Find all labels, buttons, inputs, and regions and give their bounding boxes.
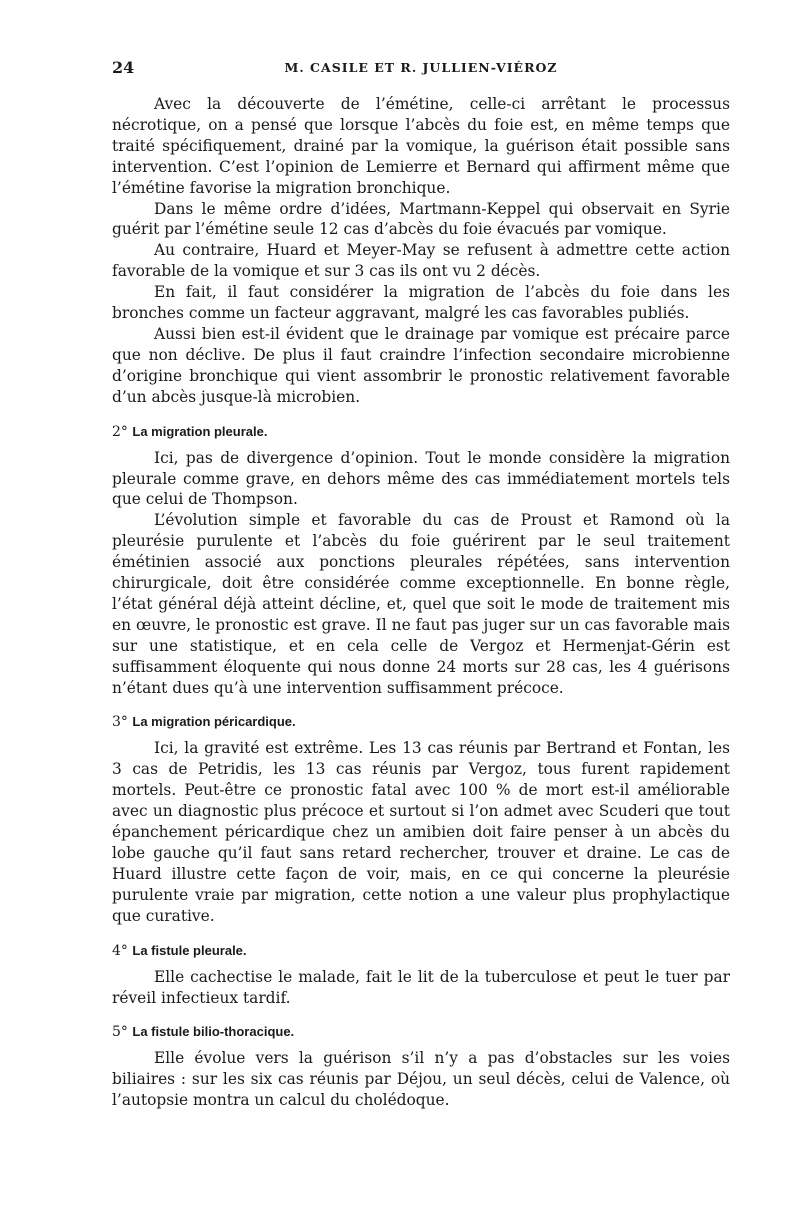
section-number: 2°	[112, 423, 128, 440]
paragraph: Ici, la gravité est extrême. Les 13 cas réunis par Bertrand et Fontan, les 3 cas de Petridis, les 13 cas réunis par Vergoz, tous furent rapidement mortels. Peut-être ce pronostic fatal avec 100 % de mort est-il améliorable avec un diagnostic plus précoce et surtout si l’on admet avec Scuderi que tout épanchement péricardique chez un amibien doit faire penser à un abcès du lobe gauche qu’il faut sans retard rechercher, trouver et draine. Le cas de Huard illustre cette façon de voir, mais, en ce qui concerne la pleurésie purulente vraie par migration, cette notion a une valeur plus prophylactique que curative.	[112, 739, 730, 925]
paragraph: Ici, pas de divergence d’opinion. Tout le monde considère la migration pleurale comme grave, en dehors même des cas immédiatement mortels tels que celui de Thompson.	[112, 448, 730, 509]
section-pleural-fistula	[112, 941, 730, 1009]
running-head: M. CASILE ET R. JULLIEN-VIÉROZ	[284, 60, 558, 75]
section-title: La migration péricardique.	[132, 714, 296, 730]
page-header	[112, 58, 730, 80]
paragraph: Au contraire, Huard et Meyer-May se refusent à admettre cette action favorable de la vomique et sur 3 cas ils ont vu 2 décès.	[112, 241, 730, 281]
section-title: La migration pleurale.	[132, 423, 268, 439]
section-title: La fistule bilio-thoracique.	[132, 1024, 295, 1040]
section-title: La fistule pleurale.	[132, 942, 247, 958]
section-pericardial-migration	[112, 712, 730, 926]
paragraph: Aussi bien est-il évident que le drainage par vomique est précaire parce que non déclive. De plus il faut craindre l’infection secondaire microbienne d’origine bronchique qui vient assombrir le pronostic relativement favorable d’un abcès jusque-là microbien.	[112, 324, 730, 406]
paragraph: L’évolution simple et favorable du cas de Proust et Ramond où la pleurésie purulente et l’abcès du foie guérirent par le seul traitement émétinien associé aux ponctions pleurales répétées, sans intervention chirurgicale, doit être considérée comme exceptionnelle. En bonne règle, l’état général déjà atteint décline, et, quel que soit le mode de traitement mis en œuvre, le pronostic est grave. Il ne faut pas juger sur un cas favorable mais sur une statistique, et en cela celle de Vergoz et Hermenjat-Gérin est suffisamment éloquente qui nous donne 24 morts sur 28 cas, les 4 guérisons n’étant dues qu’à une intervention suffisamment précoce.	[112, 511, 730, 697]
section-number: 4°	[112, 942, 128, 959]
section-bilio-thoracic-fistula	[112, 1022, 730, 1111]
paragraph: Elle évolue vers la guérison s’il n’y a pas d’obstacles sur les voies biliaires : sur les six cas réunis par Déjou, un seul décès, celui de Valence, où l’autopsie montra un calcul du cholédoque.	[112, 1049, 730, 1110]
page-number: 24	[112, 58, 135, 77]
section-pleural-migration	[112, 422, 730, 699]
section-heading	[112, 1022, 730, 1042]
paragraph: En fait, il faut considérer la migration de l’abcès du foie dans les bronches comme un facteur aggravant, malgré les cas favorables publiés.	[112, 283, 730, 323]
section-heading	[112, 941, 730, 961]
paragraph: Elle cachectise le malade, fait le lit de la tuberculose et peut le tuer par réveil infectieux tardif.	[112, 967, 730, 1007]
paragraph: Dans le même ordre d’idées, Martmann-Keppel qui observait en Syrie guérit par l’émétine seule 12 cas d’abcès du foie évacués par vomique.	[112, 199, 730, 239]
section-heading	[112, 712, 730, 732]
section-number: 3°	[112, 714, 128, 731]
section-heading	[112, 422, 730, 442]
intro-block	[112, 94, 730, 408]
paragraph: Avec la découverte de l’émétine, celle-ci arrêtant le processus nécrotique, on a pensé que lorsque l’abcès du foie est, en même temps que traité spécifiquement, drainé par la vomique, la guérison était possible sans intervention. C’est l’opinion de Lemierre et Bernard qui affirment même que l’émétine favorise la migration bronchique.	[112, 95, 730, 197]
section-number: 5°	[112, 1024, 128, 1041]
page	[112, 58, 730, 1111]
